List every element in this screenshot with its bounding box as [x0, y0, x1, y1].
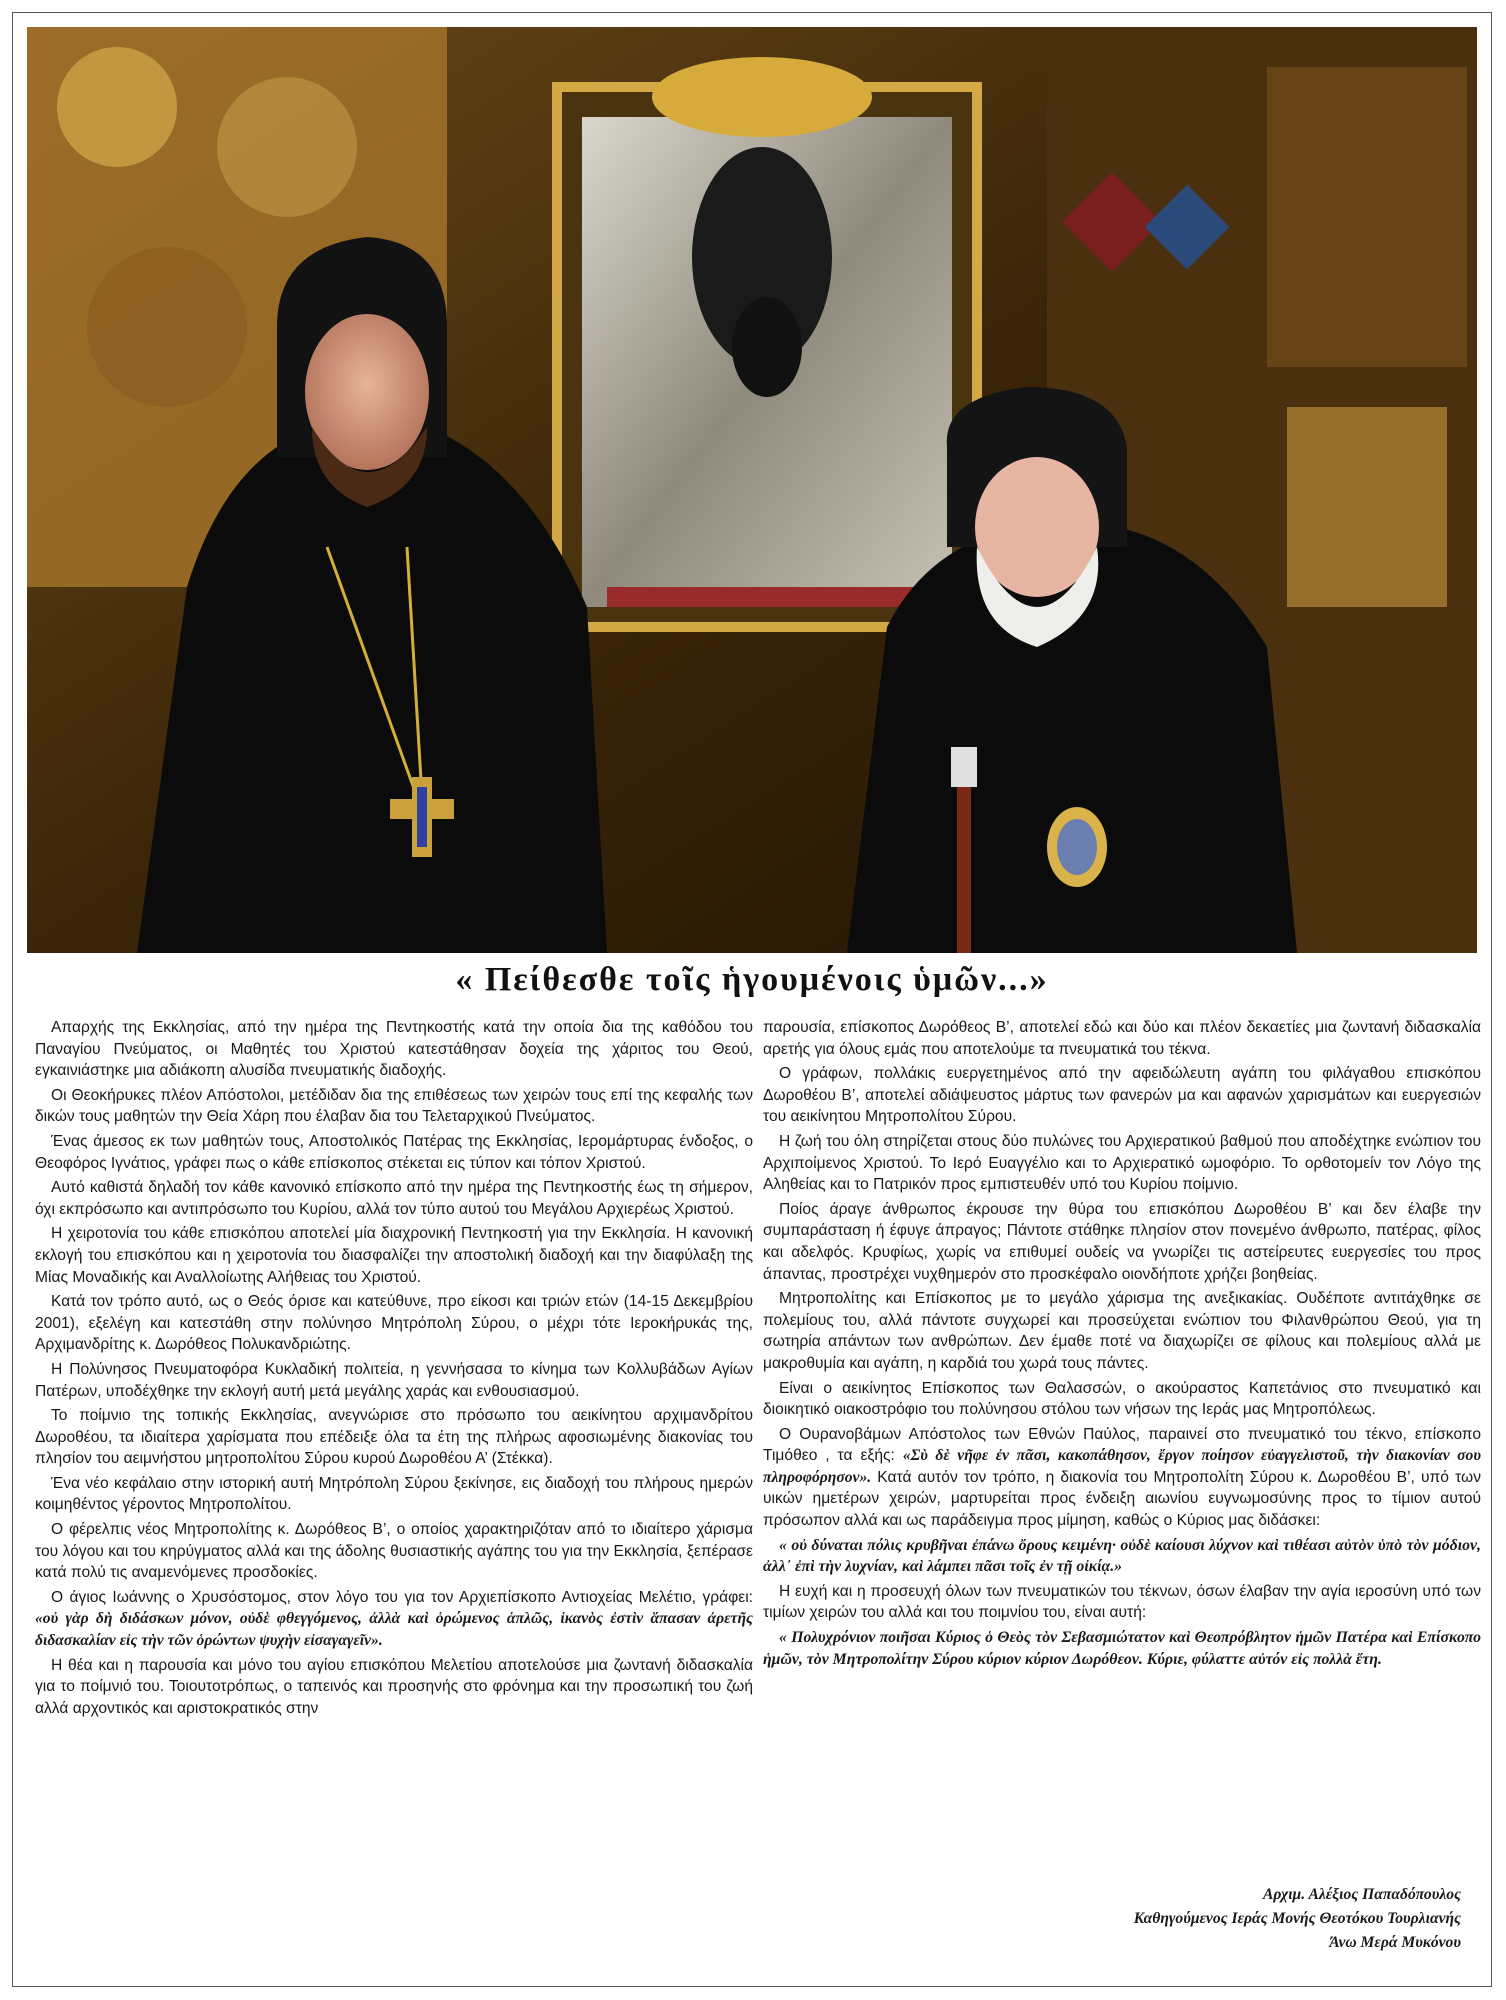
paragraph: Η Πολύνησος Πνευματοφόρα Κυκλαδική πολιτεία, η γεννήσασα το κίνημα των Κολλυβάδων Αγίων Πατέρων, υποδέχθηκε την εκλογή αυτή μετά μεγάλης χαράς και ενθουσιασμού.	[35, 1360, 753, 1400]
paragraph: Η ευχή και η προσευχή όλων των πνευματικών του τέκνων, όσων έλαβαν την αγία ιεροσύνη υπό των τιμίων χειρών του αλλά και του ποιμνίου του, είναι αυτή:	[763, 1582, 1481, 1622]
paragraph-with-quote	[35, 1587, 753, 1652]
author-signature	[1134, 1883, 1461, 1955]
chrysostom-quote: «οὐ γὰρ δὴ διδάσκων μόνον, οὐδὲ φθεγγόμενος, ἀλλὰ καὶ ὁρώμενος ἁπλῶς, ἱκανὸς ἐστὶν ἅπασαν ἀρετῆς διδασκαλίαν εἰς τὴν τῶν ὁρώντων ψυχὴν εἰσαγαγεῖν».	[35, 1610, 753, 1650]
gospel-quote: « οὐ δύναται πόλις κρυβῆναι ἐπάνω ὄρους κειμένη· οὐδὲ καίουσι λύχνον καὶ τιθέασι αὐτὸν ὑπὸ τὸν μόδιον, ἀλλ᾿ ἐπὶ τὴν λυχνίαν, καὶ λάμπει πᾶσι τοῖς ἐν τῇ οἰκίᾳ.»	[763, 1536, 1481, 1576]
paragraph: Μητροπολίτης και Επίσκοπος με το μεγάλο χάρισμα της ανεξικακίας. Ουδέποτε αντιτάχθηκε σε πολεμίους του, αλλά πάντοτε συγχωρεί και προσεύχεται ενώπιον του Φιλανθρώπου Θεού, για τη σωτηρία απάντων των ανθρώπων. Δεν έμαθε ποτέ να διαχωρίζει σε φίλους και πολεμίους αλλά με μακροθυμία και αγάπη, η καρδιά του χωρά τους πάντες.	[763, 1290, 1481, 1372]
paragraph-continued: παρουσία, επίσκοπος Δωρόθεος Β’, αποτελεί εδώ και δύο και πλέον δεκαετίες μια ζωντανή διδασκαλία αρετής για όλους εμάς που αποτελούμε τα πνευματικά του τέκνα.	[763, 1019, 1481, 1058]
author-title: Καθηγούμενος Ιεράς Μονής Θεοτόκου Τουρλιανής	[1133, 1910, 1461, 1927]
paragraph: Η θέα και η παρουσία και μόνο του αγίου επισκόπου Μελετίου αποτελούσε μια ζωντανή διδασκαλία για το ποίμνιό του. Τοιουτοτρόπως, ο ταπεινός και προσηνής στο φρόνημα και την προσωπική του ζωή αλλά αρχοντικός και αριστοκρατικός στην	[35, 1656, 753, 1717]
paragraph: Η χειροτονία του κάθε επισκόπου αποτελεί μία διαχρονική Πεντηκοστή για την Εκκλησία. Η κανονική εκλογή του επισκόπου και η χειροτονία του διασφαλίζει την αποστολική διαδοχή και την διαφύλαξη της Μίας Μοναδικής και Αναλλοίωτης Αλήθειας του Χριστού.	[35, 1225, 753, 1286]
paragraph: Το ποίμνιο της τοπικής Εκκλησίας, ανεγνώρισε στο πρόσωπο του αεικίνητου αρχιμανδρίτου Δωροθέου, τα ιδιαίτερα χαρίσματα που επέδειξε όλα τα έτη της πλήρως αφοσιωμένης διακονίας του πλησίον του αειμνήστου μητροπολίτου Σύρου κυρού Δωροθέου Α’ (Στέκκα).	[35, 1407, 753, 1468]
paragraph: Η ζωή του όλη στηρίζεται στους δύο πυλώνες του Αρχιερατικού βαθμού που αποδέχτηκε ενώπιον του Αρχιποίμενος Χριστού. Το Ιερό Ευαγγέλιο και το Αρχιερατικό ωμοφόριο. Το ορθοτομείν τον Λόγο της Αληθείας και το Πατρικόν προς εμπιστευθέν υπό του Κυρίου ποίμνιο.	[763, 1132, 1481, 1194]
paragraph-text: Ο Ουρανοβάμων Απόστολος των Εθνών Παύλος, παραινεί στο πνευματικό του τέκνο, επίσκοπο Τιμόθεο , τα εξής:	[763, 1425, 1481, 1465]
paragraph-text: Κατά αυτόν τον τρόπο, η διακονία του Μητροπολίτη Σύρου κ. Δωροθέου Β’, υπό των υικών ημετέρων χειρών, μαρτυρείται προς ένδειξη αιωνίου ευγνωμοσύνης προς το τίμιον αυτού πρόσωπον αλλά και ως παράδειγμα προς μίμηση, καθώς ο Κύριος μας διδάσκει:	[763, 1468, 1481, 1530]
paragraph: Είναι ο αεικίνητος Επίσκοπος των Θαλασσών, ο ακούραστος Καπετάνιος στο πνευματικό και διοικητικό οιακοστρόφιο του πολύνησου στόλου των νήσων της Ιεράς μας Μητροπόλεως.	[763, 1379, 1481, 1419]
paul-quote: «Σὺ δὲ νῆφε ἐν πᾶσι, κακοπάθησον, ἔργον ποίησον εὐαγγελιστοῦ, τὴν διακονίαν σου πληροφόρησον».	[763, 1447, 1481, 1486]
paragraph: Ο φέρελπις νέος Μητροπολίτης κ. Δωρόθεος Β’, ο οποίος χαρακτηριζόταν από το ιδιαίτερο χάρισμα του λόγου και του κηρύγματος αλλά και της άδολης θυσιαστικής αγάπης του για την Εκκλησία, ξεπέρασε κατά πολύ τις αναμενόμενες προσδοκίες.	[35, 1521, 753, 1582]
paragraph-text: Ο άγιος Ιωάννης ο Χρυσόστομος, στον λόγο του για τον Αρχιεπίσκοπο Αντιοχείας Μελέτιο, γράφει:	[51, 1588, 753, 1606]
paragraph: Ένα νέο κεφάλαιο στην ιστορική αυτή Μητρόπολη Σύρου ξεκίνησε, εις διαδοχή του πλήρους ημερών κοιμηθέντος γέροντος Μητροπολίτου.	[35, 1474, 753, 1514]
polychronion-quote: « Πολυχρόνιον ποιῆσαι Κύριος ὁ Θεὸς τὸν Σεβασμιώτατον καὶ Θεοπρόβλητον ἡμῶν Πατέρα καὶ Επίσκοπο ἡμῶν, τὸν Μητροπολίτην Σύρου κύριον κύριον Δωρόθεον. Κύριε, φύλαττε αὐτόν εἰς πολλὰ ἔτη.	[763, 1629, 1481, 1668]
article-photo	[27, 27, 1477, 953]
paragraph: Ποίος άραγε άνθρωπος έκρουσε την θύρα του επισκόπου Δωροθέου Β’ και δεν έλαβε την συμπαράσταση ή έφυγε άπραγος; Πάντοτε στάθηκε πλησίον στον πονεμένο άνθρωπο, πατέρας, φίλος και αδελφός. Κρυφίως, χωρίς να επιθυμεί ουδείς να γνωρίζει τις αστείρευτες ευεργεσίες του προς άπαντας, προστρέχει νυχθημερόν στο προσκέφαλο οιονδήποτε χρήζει βοηθείας.	[763, 1200, 1481, 1283]
author-name: Αρχιμ. Αλέξιος Παπαδόπουλος	[1263, 1886, 1461, 1903]
paragraph: Κατά τον τρόπο αυτό, ως ο Θεός όρισε και κατεύθυνε, προ είκοσι και τριών ετών (14-15 Δεκεμβρίου 2001), εξελέγη και κατεστάθη στην πολύνησο Μητρόπολη Σύρου, ο μέχρι τότε Ιεροκήρυκάς της, Αρχιμανδρίτης κ. Δωρόθεος Πολυκανδριώτης.	[35, 1293, 753, 1354]
newspaper-page	[12, 12, 1492, 1987]
paragraph: Ο γράφων, πολλάκις ευεργετημένος από την αφειδώλευτη αγάπη του φιλάγαθου επισκόπου Δωροθέου Β’, αποτελεί αδιάψευστος μάρτυς των φανερών μα και αφανών χαρισμάτων και ευεργεσιών του αεικίνητου Μητροπολίτου Σύρου.	[763, 1065, 1481, 1126]
paragraph: Οι Θεοκήρυκες πλέον Απόστολοι, μετέδιδαν δια της επιθέσεως των χειρών τους επί της κεφαλής των δικών τους μαθητών την Θεία Χάρη που έλαβαν δια του Τελεταρχικού Πνεύματος.	[35, 1086, 753, 1126]
paragraph: Απαρχής της Εκκλησίας, από την ημέρα της Πεντηκοστής κατά την οποία δια της καθόδου του Παναγίου Πνεύματος, οι Μαθητές του Χριστού κατεστάθησαν δοχεία της χάριτος του Θεού, εγκαινιάστηκε μια αδιάκοπη αλυσίδα πνευματικής διαδοχής.	[35, 1019, 753, 1080]
photo-two-clergymen-before-icon	[27, 27, 1477, 953]
paragraph: Ένας άμεσος εκ των μαθητών τους, Αποστολικός Πατέρας της Εκκλησίας, Ιερομάρτυρας ένδοξος, ο Θεοφόρος Ιγνάτιος, γράφει πως ο κάθε επίσκοπος στέκεται εις τύπον και τόπον Χριστού.	[35, 1132, 753, 1172]
paragraph: Αυτό καθιστά δηλαδή τον κάθε κανονικό επίσκοπο από την ημέρα της Πεντηκοστής έως τη σήμερον, όχι εκπρόσωπο και αντιπρόσωπο του Κυρίου, αλλά τον τύπο αυτού του Μεγάλου Αρχιερέως Χριστού.	[35, 1179, 753, 1218]
right-column	[763, 1017, 1481, 1673]
paragraph-with-quote	[763, 1424, 1481, 1532]
left-column	[35, 1017, 753, 1722]
author-location: Άνω Μερά Μυκόνου	[1329, 1934, 1461, 1951]
article-title: « Πείθεσθε τοῖς ἡγουμένοις ὑμῶν...»	[455, 961, 1049, 998]
